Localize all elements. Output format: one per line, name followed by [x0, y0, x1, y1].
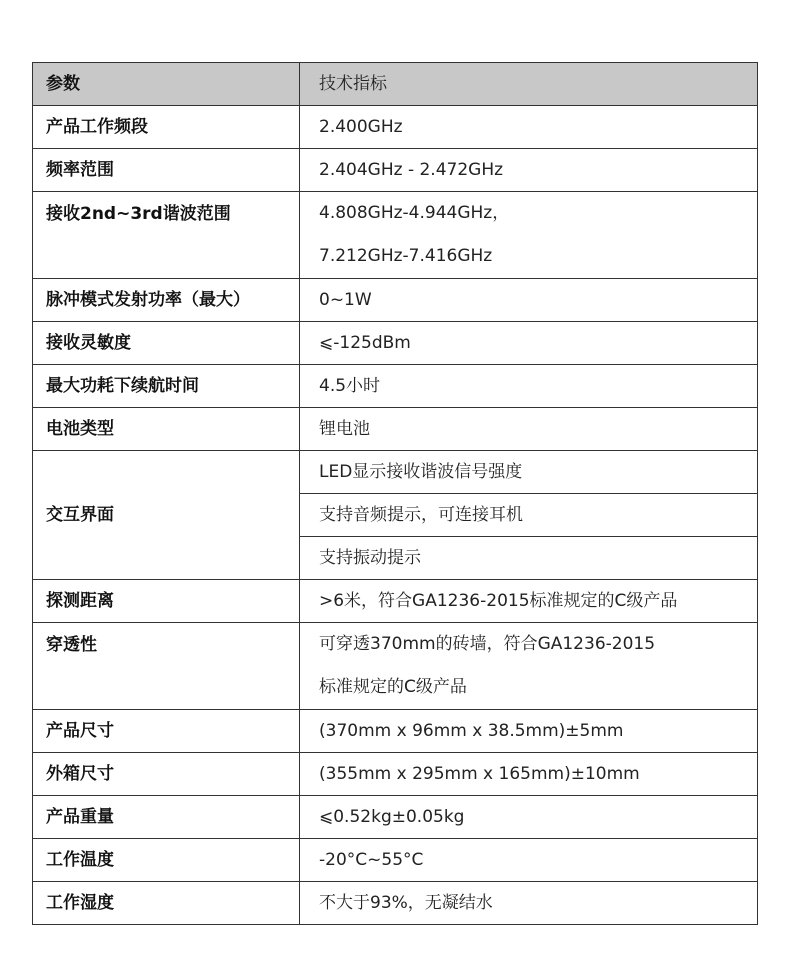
param-subvalue: LED显示接收谐波信号强度 — [300, 451, 758, 494]
table-header-row — [33, 63, 758, 106]
param-label: 频率范围 — [33, 149, 300, 192]
param-label: 最大功耗下续航时间 — [33, 365, 300, 408]
table-row — [33, 149, 758, 192]
table-row — [33, 451, 758, 494]
param-value — [300, 192, 758, 279]
table-row — [33, 710, 758, 753]
table-row — [33, 839, 758, 882]
table-row — [33, 623, 758, 710]
param-value: -20°C~55°C — [300, 839, 758, 882]
param-value: 0~1W — [300, 279, 758, 322]
value-line: 4.808GHz-4.944GHz， — [319, 203, 510, 223]
param-label: 交互界面 — [33, 451, 300, 580]
param-value: 4.5小时 — [300, 365, 758, 408]
header-param: 参数 — [33, 63, 300, 106]
table-row — [33, 796, 758, 839]
param-label: 产品工作频段 — [33, 106, 300, 149]
param-subvalue: 支持振动提示 — [300, 537, 758, 580]
param-label: 产品重量 — [33, 796, 300, 839]
table-row — [33, 279, 758, 322]
param-label: 探测距离 — [33, 580, 300, 623]
param-value: ⩽-125dBm — [300, 322, 758, 365]
spec-table — [32, 62, 758, 925]
table-row — [33, 106, 758, 149]
param-label: 工作湿度 — [33, 882, 300, 925]
param-value: 不大于93%，无凝结水 — [300, 882, 758, 925]
table-row — [33, 192, 758, 279]
param-subvalue: 支持音频提示，可连接耳机 — [300, 494, 758, 537]
param-label: 接收灵敏度 — [33, 322, 300, 365]
param-label: 外箱尺寸 — [33, 753, 300, 796]
param-label: 电池类型 — [33, 408, 300, 451]
param-value: ⩽0.52kg±0.05kg — [300, 796, 758, 839]
param-value — [300, 623, 758, 710]
param-value: 2.400GHz — [300, 106, 758, 149]
param-label: 工作温度 — [33, 839, 300, 882]
param-label: 脉冲模式发射功率（最大） — [33, 279, 300, 322]
table-row — [33, 882, 758, 925]
value-line: 可穿透370mm的砖墙，符合GA1236-2015 — [319, 634, 656, 654]
table-row — [33, 365, 758, 408]
param-value: (355mm x 295mm x 165mm)±10mm — [300, 753, 758, 796]
param-label: 穿透性 — [33, 623, 300, 710]
param-value: 锂电池 — [300, 408, 758, 451]
header-value: 技术指标 — [300, 63, 758, 106]
table-row — [33, 408, 758, 451]
param-label: 产品尺寸 — [33, 710, 300, 753]
param-value: (370mm x 96mm x 38.5mm)±5mm — [300, 710, 758, 753]
table-row — [33, 580, 758, 623]
param-label: 接收2nd~3rd谐波范围 — [33, 192, 300, 279]
value-line: 标准规定的C级产品 — [319, 677, 467, 697]
table-row — [33, 753, 758, 796]
table-row — [33, 322, 758, 365]
value-line: 7.212GHz-7.416GHz — [319, 246, 493, 266]
param-value: >6米，符合GA1236-2015标准规定的C级产品 — [300, 580, 758, 623]
param-value: 2.404GHz - 2.472GHz — [300, 149, 758, 192]
